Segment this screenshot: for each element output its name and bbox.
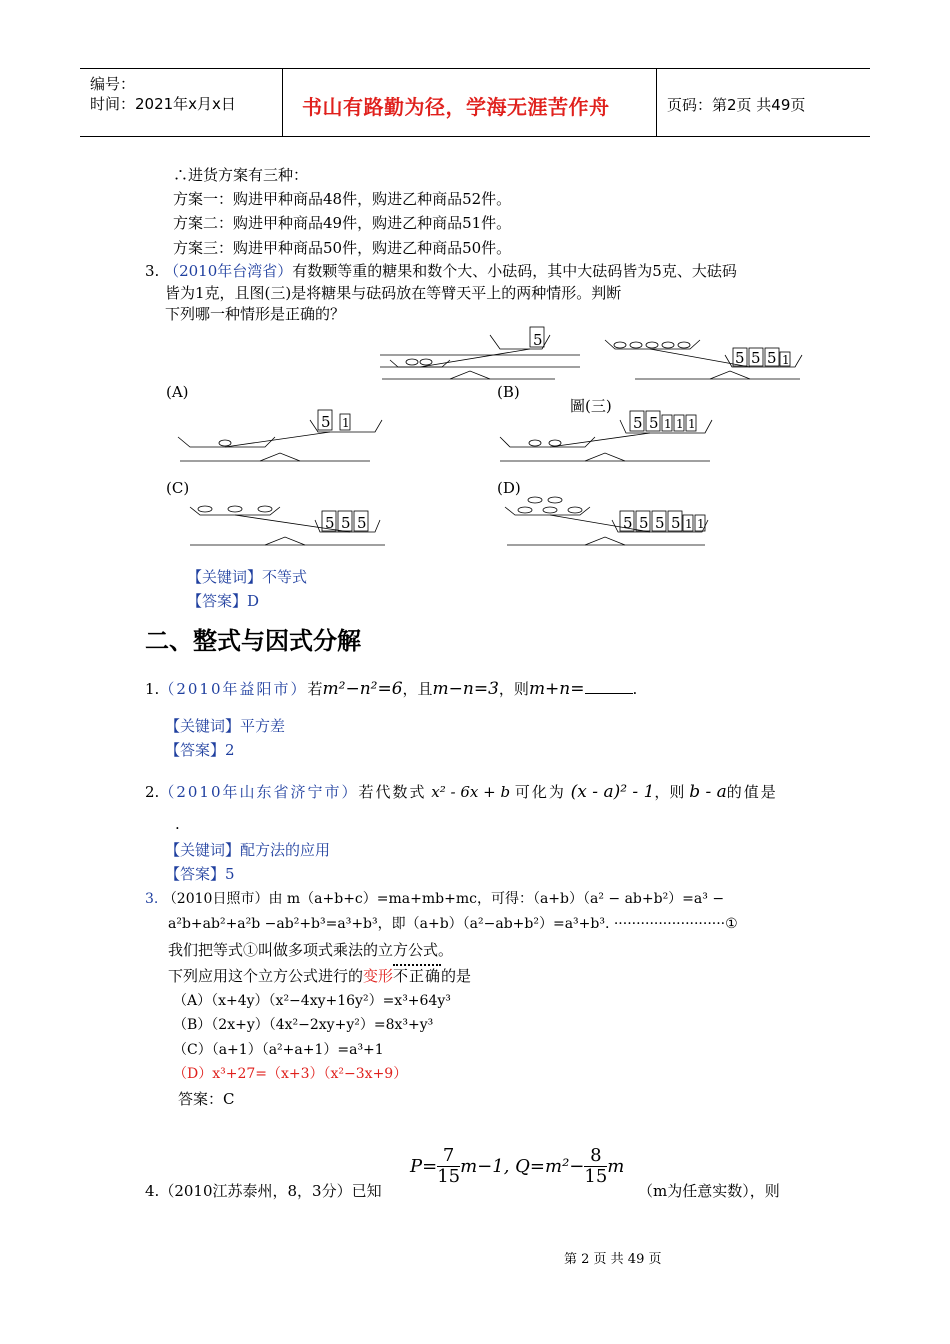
weight-label: 5 <box>671 514 681 532</box>
q4-formula <box>410 1146 624 1187</box>
weight-label: 1 <box>782 353 790 367</box>
q3a-text-1: 有数颗等重的糖果和数个大、小砝码，其中大砝码皆为5克、大砝码 <box>292 262 737 280</box>
weight-label: 5 <box>735 349 745 367</box>
q1-pre: 若 <box>307 680 323 698</box>
q1-expr-1: m²−n²=6 <box>322 679 403 699</box>
q2-answer <box>165 863 235 884</box>
weight-label: 5 <box>341 514 351 532</box>
q2-source: （2010年山东省济宁市） <box>159 783 359 801</box>
q2-answer-text: 【答案】5 <box>165 865 235 883</box>
weight-label: 5 <box>357 514 367 532</box>
q2-expr-2: (x - a)² - 1 <box>570 782 655 802</box>
q3b-text-1: （2010日照市）由 m（a+b+c）=ma+mb+mc，可得：（a+b）（a² − ab+b²）=a³ − <box>162 891 725 907</box>
q1-expr-2: m−n=3 <box>432 679 499 699</box>
header-motto: 书山有路勤为径，学海无涯苦作舟 <box>302 95 610 119</box>
weight-label: 5 <box>321 413 331 431</box>
q2-pre: 若代数式 <box>358 783 427 801</box>
weight-label: 5 <box>767 349 777 367</box>
q2-expr-1: x² - 6x + b <box>431 783 511 801</box>
number-label: 编号： <box>90 75 136 93</box>
q3b-line-3: 我们把等式①叫做多项式乘法的立方公式。 <box>168 941 454 959</box>
q3b-line-4-pre: 下列应用这个立方公式进行的 <box>168 967 364 985</box>
weight-label: 1 <box>676 417 684 431</box>
solution-line-4: 方案三：购进甲种商品50件，购进乙种商品50件。 <box>173 239 512 257</box>
q3b-number: 3. <box>145 891 159 907</box>
fig3-left-balance <box>380 327 580 379</box>
q2-mid-2: ，则 <box>654 783 685 801</box>
weight-label: 1 <box>688 417 696 431</box>
q1-mid-2: ，则 <box>498 680 529 698</box>
weight-label: 5 <box>639 514 649 532</box>
q2-line <box>145 781 778 802</box>
q2-mid: 可化为 <box>514 783 566 801</box>
q1-mid: ，且 <box>402 680 433 698</box>
option-a-balance <box>178 410 382 461</box>
header-left-cell <box>80 69 283 136</box>
weight-label: 5 <box>751 349 761 367</box>
q4-tail: （m为任意实数），则 <box>638 1182 780 1200</box>
option-a-label: (A) <box>166 383 189 401</box>
q1-expr-3: m+n= <box>528 679 585 699</box>
q3b-line-4-red: 变形 <box>363 967 394 985</box>
q4-fraction-2-den: 15 <box>584 1165 608 1187</box>
q4-number: 4. <box>145 1182 160 1200</box>
q3a-line-2: 皆为1克，且图(三)是将糖果与砝码放在等臂天平上的两种情形。判断 <box>165 284 622 302</box>
weight-label: 5 <box>325 514 335 532</box>
option-c-label: (C) <box>166 479 190 497</box>
option-c-balance <box>190 506 385 545</box>
option-b-label: (B) <box>497 383 520 401</box>
q3b-option-b: （B）（2x+y）（4x²−2xy+y²）=8x³+y³ <box>173 1017 434 1033</box>
q2-expr-3: b - a <box>689 782 727 802</box>
solution-line-1: ∴进货方案有三种： <box>173 166 309 184</box>
q4-p-pre: P= <box>410 1155 438 1177</box>
q2-dot: . <box>175 815 180 833</box>
page-footer: 第 2 页 共 49 页 <box>564 1252 662 1267</box>
weight-label: 1 <box>697 517 705 531</box>
q3b-line-1 <box>145 888 724 908</box>
q1-line <box>145 678 637 699</box>
weight-label: 5 <box>533 331 543 349</box>
solution-line-2: 方案一：购进甲种商品48件，购进乙种商品52件。 <box>173 190 512 208</box>
q3b-answer: 答案：C <box>178 1090 235 1108</box>
time-label: 时间：2021年x月x日 <box>90 95 236 113</box>
section-title: 二、整式与因式分解 <box>145 627 361 655</box>
option-d-label: (D) <box>497 479 521 497</box>
q3a-answer <box>187 590 259 611</box>
q4-source: （2010江苏泰州，8，3分）已知 <box>159 1182 382 1200</box>
q1-answer-blank <box>585 679 633 694</box>
solution-line-3: 方案二：购进甲种商品49件，购进乙种商品51件。 <box>173 214 512 232</box>
weight-label: 1 <box>664 417 672 431</box>
weight-label: 5 <box>633 414 643 432</box>
q3a-source: （2010年台湾省） <box>164 262 293 280</box>
q4-p-end: m <box>607 1155 625 1177</box>
page-label: 页码：第2页 共49页 <box>667 96 806 114</box>
weight-label: 5 <box>655 514 665 532</box>
q3a-number: 3. <box>145 262 160 280</box>
balance-figure-svg <box>150 315 830 555</box>
q4-p-mid: m−1, Q=m²− <box>460 1155 585 1177</box>
q4-fraction-1-num: 7 <box>437 1146 460 1167</box>
q2-number: 2. <box>145 783 160 801</box>
q4-fraction-1-den: 15 <box>437 1165 461 1187</box>
q3b-line-4-emphasis: 不正确 <box>393 964 441 985</box>
q1-source: （2010年益阳市） <box>159 680 308 698</box>
q4-fraction-2-num: 8 <box>584 1146 607 1167</box>
q3a-answer-text: 【答案】D <box>187 592 260 610</box>
q1-answer: 【答案】2 <box>165 741 235 759</box>
q3b-option-c: （C）（a+1）（a²+a+1）=a³+1 <box>173 1042 384 1058</box>
weight-label: 1 <box>342 416 350 430</box>
q3a-keyword: 【关键词】不等式 <box>187 568 308 586</box>
q1-keyword: 【关键词】平方差 <box>165 717 286 735</box>
q1-end: . <box>632 680 638 698</box>
figure-caption: 圖(三) <box>570 397 612 415</box>
q3a-line-3: 下列哪一种情形是正确的？ <box>165 305 346 323</box>
q3a-line-1 <box>145 260 737 281</box>
q2-keyword: 【关键词】配方法的应用 <box>165 841 331 859</box>
q4-fraction-2 <box>584 1146 607 1187</box>
q4-fraction-1 <box>437 1146 460 1187</box>
q3b-line-4-post: 的是 <box>441 967 472 985</box>
balance-figure <box>150 315 830 555</box>
weight-label: 5 <box>649 414 659 432</box>
q1-number: 1. <box>145 680 160 698</box>
q3b-line-4 <box>168 965 471 986</box>
weight-label: 5 <box>623 514 633 532</box>
weight-label: 1 <box>685 517 693 531</box>
header-right-cell <box>656 69 871 136</box>
q3b-option-d: （D）x³+27=（x+3）（x²−3x+9） <box>173 1066 408 1082</box>
q4-line <box>145 1180 382 1201</box>
q3b-line-2: a²b+ab²+a²b −ab²+b³=a³+b³，即（a+b）（a²−ab+b²）=a³+b³. ·························① <box>168 916 738 932</box>
q2-end: 的值是 <box>726 783 778 801</box>
page-header <box>80 68 870 137</box>
q3b-option-a: （A）（x+4y）（x²−4xy+16y²）=x³+64y³ <box>173 993 451 1009</box>
